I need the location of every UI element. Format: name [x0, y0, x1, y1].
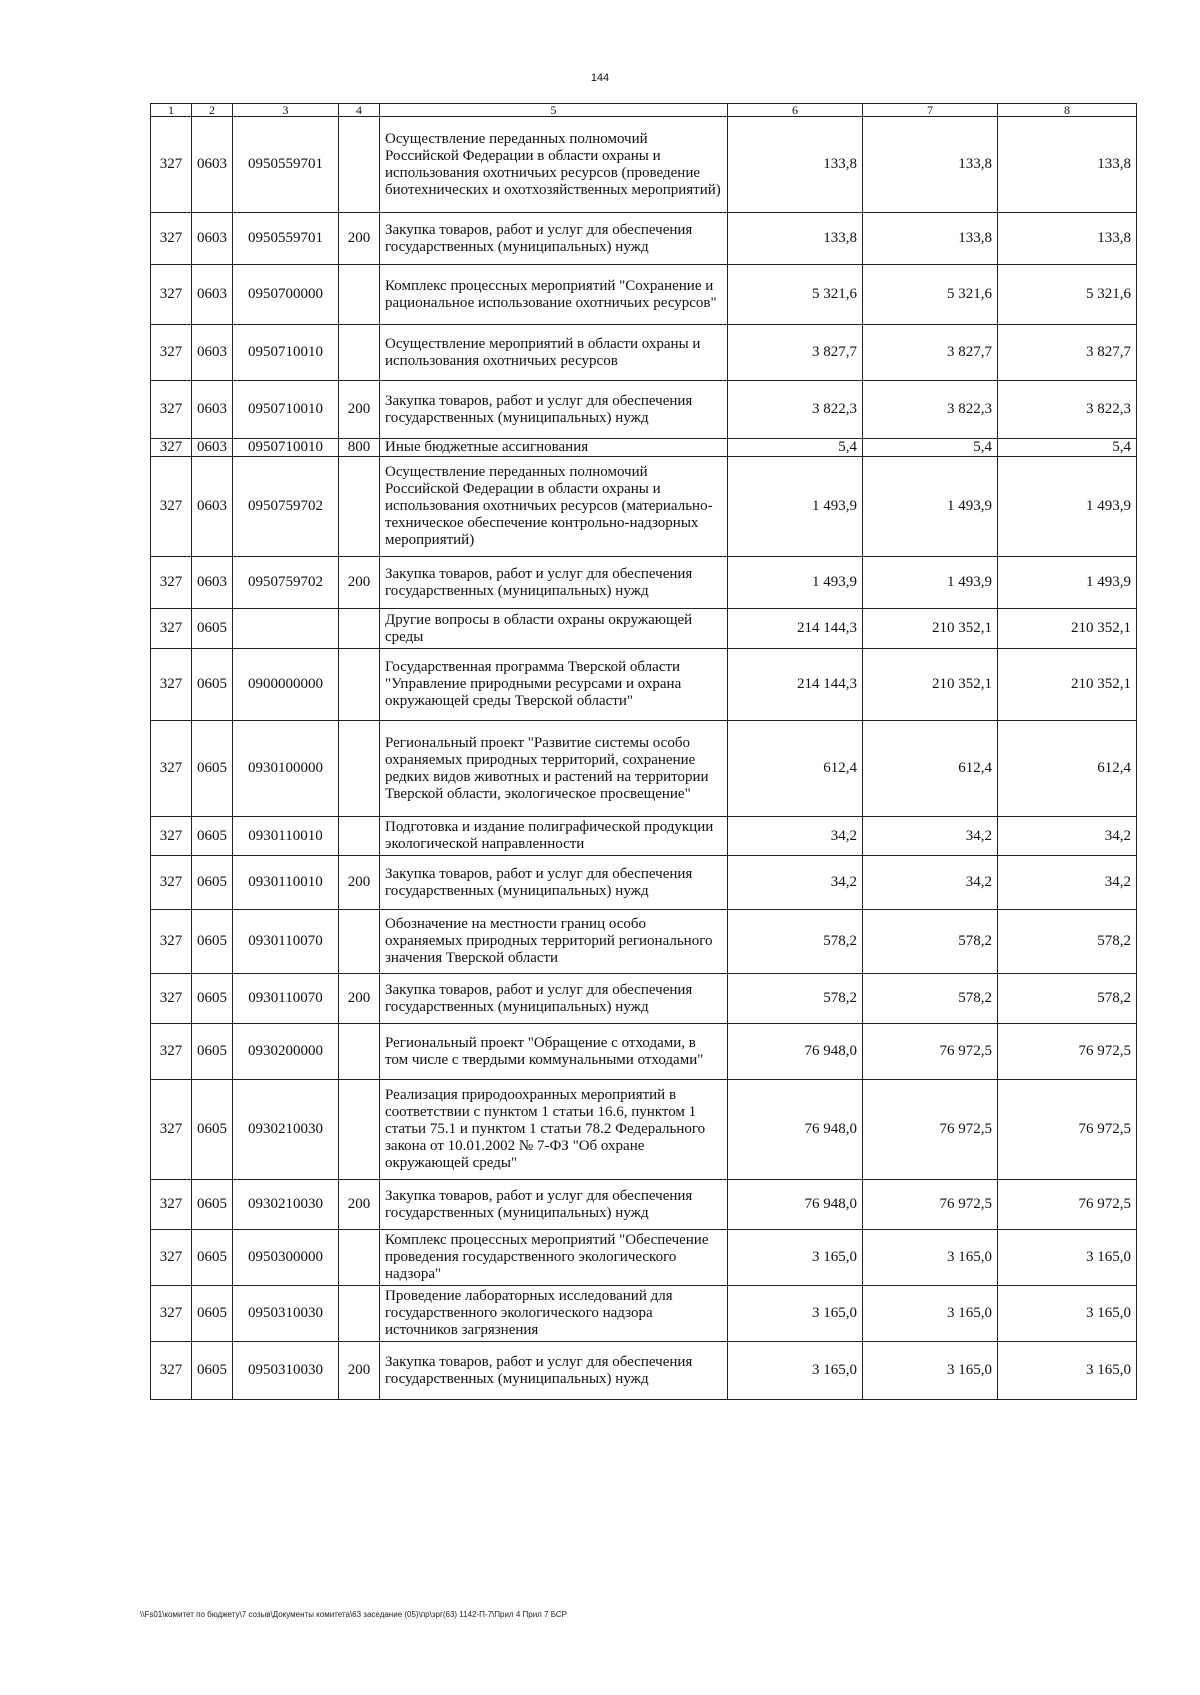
cell-sum-year-3: 210 352,1 [998, 649, 1137, 721]
cell-target-article: 0930110070 [233, 974, 339, 1024]
cell-name: Закупка товаров, работ и услуг для обеспечения государственных (муниципальных) нужд [380, 974, 728, 1024]
cell-section-code: 0605 [192, 1230, 233, 1286]
cell-section-code: 0605 [192, 721, 233, 817]
cell-sum-year-2: 133,8 [863, 213, 998, 265]
cell-section-code: 0605 [192, 1342, 233, 1400]
cell-section-code: 0605 [192, 817, 233, 856]
cell-sum-year-1: 76 948,0 [728, 1080, 863, 1180]
cell-target-article: 0950310030 [233, 1286, 339, 1342]
cell-sum-year-2: 3 165,0 [863, 1342, 998, 1400]
cell-name: Закупка товаров, работ и услуг для обеспечения государственных (муниципальных) нужд [380, 1180, 728, 1230]
table-row [151, 213, 1137, 265]
cell-admin-code: 327 [151, 974, 192, 1024]
table-row [151, 910, 1137, 974]
footer-file-path: \\Fs01\комитет по бюджету\7 созыв\Документы комитета\63 заседание (05)\пр\зрг(63) 1142-П-7\Прил 4 Прил 7 БСР [140, 1610, 567, 1619]
table-row [151, 457, 1137, 557]
cell-admin-code: 327 [151, 721, 192, 817]
cell-name: Закупка товаров, работ и услуг для обеспечения государственных (муниципальных) нужд [380, 1342, 728, 1400]
cell-target-article: 0950700000 [233, 265, 339, 325]
cell-admin-code: 327 [151, 265, 192, 325]
cell-sum-year-1: 1 493,9 [728, 557, 863, 609]
cell-admin-code: 327 [151, 325, 192, 381]
cell-sum-year-1: 133,8 [728, 117, 863, 213]
cell-admin-code: 327 [151, 609, 192, 649]
cell-sum-year-2: 34,2 [863, 817, 998, 856]
cell-target-article: 0950310030 [233, 1342, 339, 1400]
cell-sum-year-3: 578,2 [998, 974, 1137, 1024]
cell-sum-year-3: 578,2 [998, 910, 1137, 974]
cell-section-code: 0603 [192, 557, 233, 609]
cell-expense-type [339, 1230, 380, 1286]
cell-sum-year-1: 5 321,6 [728, 265, 863, 325]
cell-expense-type: 800 [339, 439, 380, 457]
budget-table [150, 103, 1137, 1400]
cell-expense-type [339, 1080, 380, 1180]
cell-target-article: 0900000000 [233, 649, 339, 721]
cell-expense-type [339, 721, 380, 817]
cell-name: Иные бюджетные ассигнования [380, 439, 728, 457]
cell-sum-year-3: 3 165,0 [998, 1286, 1137, 1342]
cell-admin-code: 327 [151, 649, 192, 721]
cell-section-code: 0605 [192, 910, 233, 974]
cell-target-article: 0930210030 [233, 1080, 339, 1180]
table-row [151, 649, 1137, 721]
table-row [151, 439, 1137, 457]
table-row [151, 817, 1137, 856]
column-header: 7 [863, 104, 998, 117]
cell-sum-year-3: 1 493,9 [998, 557, 1137, 609]
cell-sum-year-2: 578,2 [863, 910, 998, 974]
cell-admin-code: 327 [151, 817, 192, 856]
cell-sum-year-1: 3 822,3 [728, 381, 863, 439]
cell-target-article: 0930100000 [233, 721, 339, 817]
cell-target-article: 0950559701 [233, 213, 339, 265]
cell-admin-code: 327 [151, 1342, 192, 1400]
cell-expense-type [339, 325, 380, 381]
cell-sum-year-2: 3 822,3 [863, 381, 998, 439]
cell-sum-year-1: 612,4 [728, 721, 863, 817]
table-row [151, 265, 1137, 325]
column-header: 2 [192, 104, 233, 117]
cell-name: Реализация природоохранных мероприятий в соответствии с пунктом 1 статьи 16.6, пунктом 1 статьи 75.1 и пунктом 1 статьи 78.2 Федерального закона от 10.01.2002 № 7-ФЗ "Об охране окружающей среды" [380, 1080, 728, 1180]
cell-section-code: 0603 [192, 325, 233, 381]
cell-name: Закупка товаров, работ и услуг для обеспечения государственных (муниципальных) нужд [380, 381, 728, 439]
cell-expense-type [339, 265, 380, 325]
cell-expense-type [339, 1286, 380, 1342]
cell-sum-year-3: 210 352,1 [998, 609, 1137, 649]
table-row [151, 381, 1137, 439]
cell-section-code: 0603 [192, 439, 233, 457]
cell-target-article: 0930210030 [233, 1180, 339, 1230]
page-number: 144 [590, 72, 610, 84]
column-header: 6 [728, 104, 863, 117]
cell-sum-year-1: 3 165,0 [728, 1342, 863, 1400]
cell-sum-year-3: 3 827,7 [998, 325, 1137, 381]
table-row [151, 609, 1137, 649]
cell-sum-year-3: 3 165,0 [998, 1230, 1137, 1286]
cell-name: Комплекс процессных мероприятий "Обеспечение проведения государственного экологического надзора" [380, 1230, 728, 1286]
cell-target-article: 0950300000 [233, 1230, 339, 1286]
cell-sum-year-1: 34,2 [728, 817, 863, 856]
cell-sum-year-3: 76 972,5 [998, 1080, 1137, 1180]
cell-sum-year-1: 214 144,3 [728, 649, 863, 721]
cell-section-code: 0605 [192, 1286, 233, 1342]
cell-target-article: 0930110010 [233, 817, 339, 856]
cell-name: Подготовка и издание полиграфической продукции экологической направленности [380, 817, 728, 856]
cell-name: Закупка товаров, работ и услуг для обеспечения государственных (муниципальных) нужд [380, 213, 728, 265]
cell-sum-year-2: 210 352,1 [863, 609, 998, 649]
table-row [151, 974, 1137, 1024]
cell-section-code: 0605 [192, 609, 233, 649]
column-header: 1 [151, 104, 192, 117]
cell-sum-year-1: 3 165,0 [728, 1286, 863, 1342]
cell-sum-year-3: 612,4 [998, 721, 1137, 817]
cell-sum-year-2: 76 972,5 [863, 1180, 998, 1230]
cell-admin-code: 327 [151, 856, 192, 910]
cell-sum-year-2: 3 827,7 [863, 325, 998, 381]
cell-name: Региональный проект "Обращение с отходами, в том числе с твердыми коммунальными отходами" [380, 1024, 728, 1080]
cell-admin-code: 327 [151, 1024, 192, 1080]
cell-name: Региональный проект "Развитие системы особо охраняемых природных территорий, сохранение редких видов животных и растений на территории Тверской области, экологическое просвещение" [380, 721, 728, 817]
cell-sum-year-1: 5,4 [728, 439, 863, 457]
cell-admin-code: 327 [151, 457, 192, 557]
cell-target-article: 0950710010 [233, 381, 339, 439]
table-row [151, 721, 1137, 817]
cell-target-article: 0930110070 [233, 910, 339, 974]
cell-sum-year-2: 612,4 [863, 721, 998, 817]
cell-expense-type: 200 [339, 856, 380, 910]
cell-target-article: 0950710010 [233, 325, 339, 381]
cell-sum-year-2: 76 972,5 [863, 1080, 998, 1180]
column-header: 4 [339, 104, 380, 117]
cell-section-code: 0603 [192, 381, 233, 439]
cell-sum-year-3: 34,2 [998, 856, 1137, 910]
cell-sum-year-2: 210 352,1 [863, 649, 998, 721]
cell-sum-year-2: 1 493,9 [863, 557, 998, 609]
cell-admin-code: 327 [151, 117, 192, 213]
table-row [151, 1024, 1137, 1080]
cell-expense-type [339, 817, 380, 856]
cell-section-code: 0603 [192, 457, 233, 557]
cell-expense-type: 200 [339, 974, 380, 1024]
cell-section-code: 0605 [192, 649, 233, 721]
column-header: 3 [233, 104, 339, 117]
table-row [151, 1180, 1137, 1230]
cell-sum-year-2: 5,4 [863, 439, 998, 457]
cell-sum-year-3: 3 165,0 [998, 1342, 1137, 1400]
cell-sum-year-2: 34,2 [863, 856, 998, 910]
cell-admin-code: 327 [151, 1080, 192, 1180]
cell-target-article: 0930110010 [233, 856, 339, 910]
cell-sum-year-1: 34,2 [728, 856, 863, 910]
cell-admin-code: 327 [151, 910, 192, 974]
cell-sum-year-2: 133,8 [863, 117, 998, 213]
cell-admin-code: 327 [151, 1180, 192, 1230]
cell-section-code: 0605 [192, 1080, 233, 1180]
cell-section-code: 0605 [192, 856, 233, 910]
cell-admin-code: 327 [151, 1230, 192, 1286]
cell-expense-type [339, 649, 380, 721]
cell-sum-year-3: 76 972,5 [998, 1024, 1137, 1080]
cell-section-code: 0605 [192, 1180, 233, 1230]
cell-sum-year-1: 1 493,9 [728, 457, 863, 557]
cell-target-article: 0950759702 [233, 457, 339, 557]
cell-sum-year-3: 133,8 [998, 117, 1137, 213]
column-header: 5 [380, 104, 728, 117]
cell-admin-code: 327 [151, 557, 192, 609]
cell-target-article: 0950759702 [233, 557, 339, 609]
cell-section-code: 0603 [192, 117, 233, 213]
cell-sum-year-2: 3 165,0 [863, 1286, 998, 1342]
cell-target-article [233, 609, 339, 649]
cell-admin-code: 327 [151, 1286, 192, 1342]
cell-name: Осуществление переданных полномочий Российской Федерации в области охраны и использования охотничьих ресурсов (проведение биотехнических и охотхозяйственных мероприятий) [380, 117, 728, 213]
table-row [151, 117, 1137, 213]
cell-target-article: 0950559701 [233, 117, 339, 213]
cell-sum-year-2: 578,2 [863, 974, 998, 1024]
cell-sum-year-3: 76 972,5 [998, 1180, 1137, 1230]
cell-expense-type [339, 457, 380, 557]
cell-sum-year-1: 214 144,3 [728, 609, 863, 649]
cell-sum-year-2: 3 165,0 [863, 1230, 998, 1286]
cell-section-code: 0603 [192, 213, 233, 265]
cell-target-article: 0930200000 [233, 1024, 339, 1080]
table-row [151, 325, 1137, 381]
cell-sum-year-3: 1 493,9 [998, 457, 1137, 557]
table-row [151, 1342, 1137, 1400]
cell-name: Комплекс процессных мероприятий "Сохранение и рациональное использование охотничьих ресурсов" [380, 265, 728, 325]
cell-sum-year-1: 76 948,0 [728, 1180, 863, 1230]
cell-admin-code: 327 [151, 439, 192, 457]
cell-sum-year-3: 3 822,3 [998, 381, 1137, 439]
cell-expense-type: 200 [339, 213, 380, 265]
cell-name: Закупка товаров, работ и услуг для обеспечения государственных (муниципальных) нужд [380, 856, 728, 910]
cell-sum-year-1: 578,2 [728, 910, 863, 974]
cell-sum-year-3: 5 321,6 [998, 265, 1137, 325]
cell-expense-type [339, 609, 380, 649]
cell-target-article: 0950710010 [233, 439, 339, 457]
cell-sum-year-2: 5 321,6 [863, 265, 998, 325]
cell-expense-type: 200 [339, 1342, 380, 1400]
cell-sum-year-3: 133,8 [998, 213, 1137, 265]
cell-section-code: 0605 [192, 1024, 233, 1080]
cell-sum-year-2: 1 493,9 [863, 457, 998, 557]
cell-name: Осуществление мероприятий в области охраны и использования охотничьих ресурсов [380, 325, 728, 381]
table-row [151, 856, 1137, 910]
cell-name: Закупка товаров, работ и услуг для обеспечения государственных (муниципальных) нужд [380, 557, 728, 609]
cell-expense-type: 200 [339, 1180, 380, 1230]
cell-sum-year-3: 5,4 [998, 439, 1137, 457]
cell-sum-year-1: 3 165,0 [728, 1230, 863, 1286]
cell-section-code: 0603 [192, 265, 233, 325]
table-row [151, 1286, 1137, 1342]
column-header: 8 [998, 104, 1137, 117]
cell-name: Другие вопросы в области охраны окружающей среды [380, 609, 728, 649]
cell-sum-year-3: 34,2 [998, 817, 1137, 856]
table-row [151, 557, 1137, 609]
cell-sum-year-1: 3 827,7 [728, 325, 863, 381]
table-row [151, 1230, 1137, 1286]
cell-sum-year-1: 76 948,0 [728, 1024, 863, 1080]
cell-admin-code: 327 [151, 213, 192, 265]
table-row [151, 1080, 1137, 1180]
cell-name: Осуществление переданных полномочий Российской Федерации в области охраны и использования охотничьих ресурсов (материально-техническое обеспечение контрольно-надзорных мероприятий) [380, 457, 728, 557]
cell-admin-code: 327 [151, 381, 192, 439]
cell-name: Обозначение на местности границ особо охраняемых природных территорий регионального значения Тверской области [380, 910, 728, 974]
cell-expense-type: 200 [339, 557, 380, 609]
cell-expense-type [339, 117, 380, 213]
header-row [151, 104, 1137, 117]
cell-expense-type [339, 1024, 380, 1080]
cell-expense-type [339, 910, 380, 974]
cell-section-code: 0605 [192, 974, 233, 1024]
cell-sum-year-2: 76 972,5 [863, 1024, 998, 1080]
cell-expense-type: 200 [339, 381, 380, 439]
cell-name: Государственная программа Тверской области "Управление природными ресурсами и охрана окружающей среды Тверской области" [380, 649, 728, 721]
cell-sum-year-1: 578,2 [728, 974, 863, 1024]
cell-sum-year-1: 133,8 [728, 213, 863, 265]
cell-name: Проведение лабораторных исследований для государственного экологического надзора источников загрязнения [380, 1286, 728, 1342]
